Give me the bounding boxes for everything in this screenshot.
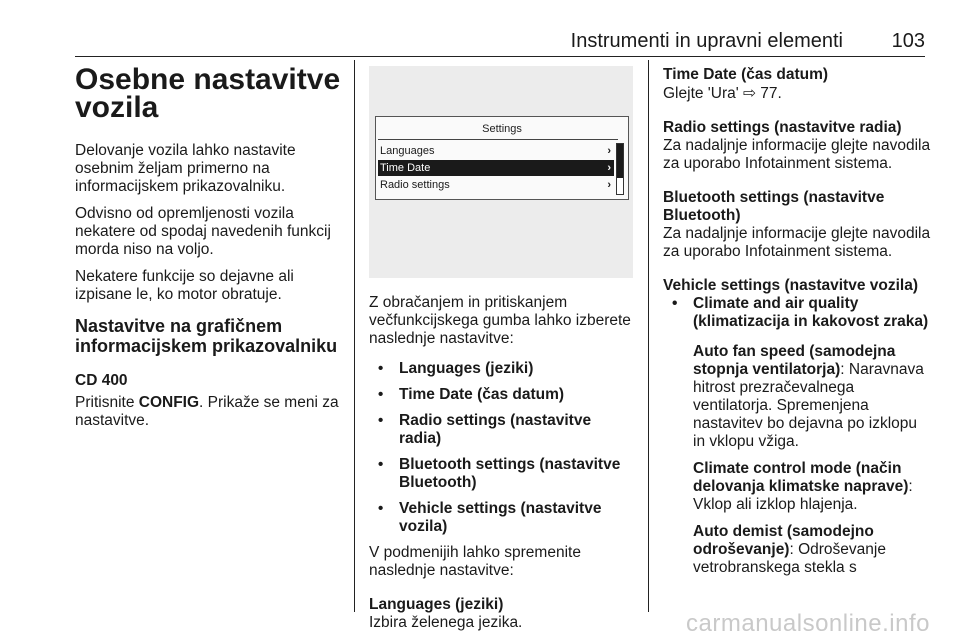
page-header — [75, 30, 925, 52]
languages-text: Izbira želenega jezika. — [369, 614, 523, 631]
column-2 — [369, 294, 637, 641]
time-date-text: Glejte 'Ura' — [663, 85, 743, 102]
site-watermark: carmanualsonline.info — [686, 610, 930, 637]
vehicle-settings-entry — [663, 277, 931, 577]
climate-mode-text: : Vklop ali izklop hlajenja. — [693, 478, 913, 513]
menu-item-label: Languages — [380, 145, 435, 157]
climate-mode-entry — [693, 460, 931, 514]
display-screen — [375, 116, 629, 200]
time-date-page: 77. — [756, 85, 782, 102]
screen-scrollbar — [616, 143, 624, 195]
climate-mode-label: Climate control mode (način delovanja klimatske naprave) — [693, 460, 909, 495]
chevron-right-icon: › — [607, 179, 611, 191]
screen-title-divider — [378, 139, 618, 140]
config-paragraph — [75, 394, 343, 430]
list-item: • Vehicle settings (nastavitve vozila) — [369, 500, 637, 536]
fan-speed-text: : Naravnava hitrost prezračevalnega ventilatorja. Spremenjena nastavitev bo dejavna po izklopu in vklopu vžiga. — [693, 361, 924, 450]
column-3 — [663, 66, 931, 586]
list-item: • Radio settings (nastavitve radia) — [369, 412, 637, 448]
config-pre: Pritisnite — [75, 394, 139, 411]
vehicle-settings-label: Vehicle settings (nastavitve vozila) — [663, 277, 918, 294]
list-item: • Bluetooth settings (nastavitve Bluetooth) — [369, 456, 637, 492]
auto-demist-label: Auto demist (samodejno odroševanje) — [693, 523, 874, 558]
menu-item-time-date — [378, 160, 614, 176]
menu-item-radio-settings — [378, 177, 614, 193]
bluetooth-settings-entry — [663, 189, 931, 261]
menu-item-languages — [378, 143, 614, 159]
page-title: Osebne nastavitve vozila — [75, 63, 341, 124]
config-key: CONFIG — [138, 394, 200, 411]
selection-intro: Z obračanjem in pritiskanjem večfunkcijskega gumba lahko izberete naslednje nastavitve: — [369, 294, 631, 347]
auto-demist-text: : Odroševanje vetrobranskega stekla s — [693, 541, 886, 576]
screen-title: Settings — [482, 123, 522, 135]
header-divider — [75, 56, 925, 57]
page-reference-icon: ⇨ — [743, 84, 756, 102]
settings-list — [369, 360, 637, 536]
submenu-paragraph: V podmenijih lahko spremenite naslednje nastavitve: — [369, 544, 581, 579]
settings-screen-figure — [369, 66, 633, 278]
scrollbar-thumb — [617, 144, 623, 178]
languages-label: Languages (jeziki) — [369, 596, 504, 613]
section-title: Instrumenti in upravni elementi — [570, 30, 843, 52]
time-date-entry — [663, 66, 931, 103]
bluetooth-settings-label: Bluetooth settings (nastavitve Bluetooth) — [663, 189, 885, 224]
chevron-right-icon: › — [607, 145, 611, 157]
climate-bullet: • Climate and air quality (klimatizacija in kakovost zraka) — [663, 295, 931, 331]
list-item: • Languages (jeziki) — [369, 360, 637, 378]
engine-paragraph: Nekatere funkcije so dejavne ali izpisane le, ko motor obratuje. — [75, 268, 294, 303]
cd-label: CD 400 — [75, 372, 128, 389]
radio-settings-text: Za nadaljnje informacije glejte navodila za uporabo Infotainment sistema. — [663, 137, 931, 172]
config-post: . Prikaže se meni za nastavitve. — [75, 394, 339, 429]
list-item: • Time Date (čas datum) — [369, 386, 637, 404]
climate-subitems — [663, 343, 931, 577]
equipment-paragraph: Odvisno od opremljenosti vozila nekatere od spodaj navedenih funkcij morda niso na voljo. — [75, 205, 331, 258]
menu-item-label: Time Date — [380, 162, 431, 174]
fan-speed-label: Auto fan speed (samodejna stopnja ventilatorja) — [693, 343, 896, 378]
column-1 — [75, 63, 343, 439]
fan-speed-entry — [693, 343, 931, 451]
intro-paragraph: Delovanje vozila lahko nastavite osebnim željam primerno na informacijskem prikazovalniku. — [75, 142, 296, 195]
column-divider-2 — [648, 60, 649, 612]
chevron-right-icon: › — [607, 162, 611, 174]
menu-item-label: Radio settings — [380, 179, 450, 191]
column-divider-1 — [354, 60, 355, 612]
page-number: 103 — [891, 30, 925, 52]
bluetooth-settings-text: Za nadaljnje informacije glejte navodila za uporabo Infotainment sistema. — [663, 225, 931, 260]
time-date-label: Time Date (čas datum) — [663, 66, 829, 83]
section-heading: Nastavitve na grafičnem informacijskem prikazovalniku — [75, 316, 338, 356]
auto-demist-entry — [693, 523, 931, 577]
radio-settings-label: Radio settings (nastavitve radia) — [663, 119, 902, 136]
radio-settings-entry — [663, 119, 931, 173]
